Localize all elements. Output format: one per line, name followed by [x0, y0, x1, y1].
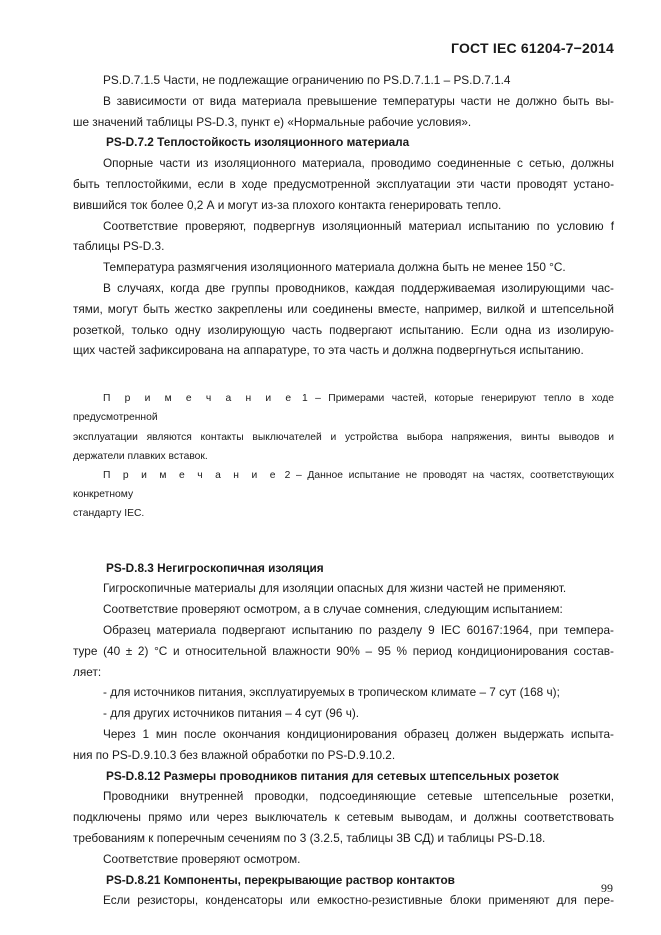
page-number: 99 [601, 881, 613, 895]
spacer [73, 524, 614, 558]
paragraph-line: - для других источников питания – 4 сут (96 ч). [103, 706, 360, 721]
paragraph-line: Гигроскопичные материалы для изоляции опасных для жизни частей не применяют. [103, 581, 567, 596]
paragraph-line: Образец материала подвергают испытанию по разделу 9 IEC 60167:1964, при темпера- [103, 622, 614, 637]
note-text: 2 – Данное испытание не проводят на частях, соответствующих конкретному [73, 469, 614, 501]
note-text: эксплуатации являются контакты выключателей и устройства выбора напряжения, винты выводов и [73, 431, 614, 443]
paragraph-line: В зависимости от вида материала превышение температуры части не должно быть вы- [103, 93, 614, 108]
note-line [73, 466, 614, 504]
paragraph-line: - для источников питания, эксплуатируемых в тропическом климате – 7 сут (168 ч); [103, 685, 560, 700]
note-text: держатели плавких вставок. [73, 450, 208, 462]
note-text: 1 – Примерами частей, которые генерируют тепло в ходе предусмотренной [73, 393, 614, 424]
paragraph-line: тями, могут быть жестко закреплены или соединены вместе, например, вилкой и штепсельной [73, 301, 614, 316]
paragraph-line: вившийся ток более 0,2 А и могут из-за плохого контакта генерировать тепло. [73, 197, 502, 212]
paragraph-line: таблицы PS-D.3. [73, 239, 165, 254]
paragraph-line: PS.D.7.1.5 Части, не подлежащие ограничению по PS.D.7.1.1 – PS.D.7.1.4 [103, 73, 511, 87]
paragraph-line: ше значений таблицы PS-D.3, пункт е) «Нормальные рабочие условия». [73, 114, 472, 129]
paragraph-line: Температура размягчения изоляционного материала должна быть не менее 150 °С. [103, 260, 566, 275]
document-header: ГОСТ IEC 61204-7−2014 [451, 40, 614, 56]
note-line [73, 504, 614, 523]
paragraph-line: ния по PS-D.9.10.3 без влажной обработки по PS-D.9.10.2. [73, 747, 396, 762]
note-label: П р и м е ч а н и е [103, 393, 295, 405]
paragraph-line: подключены прямо или через выключатель к сетевым выводам, и должны соответствовать [73, 810, 614, 825]
section-heading: PS-D.7.2 Теплостойкость изоляционного материала [106, 135, 410, 150]
paragraph-line: Соответствие проверяют, подвергнув изоляционный материал испытанию по условию f [103, 218, 614, 233]
note-line [73, 447, 614, 466]
note-line [73, 428, 614, 447]
spacer [73, 361, 614, 389]
paragraph-line: Через 1 мин после окончания кондиционирования образец должен выдержать испыта- [103, 726, 614, 741]
section-heading: PS-D.8.3 Негигроскопичная изоляция [106, 560, 324, 575]
paragraph-line: В случаях, когда две группы проводников, каждая поддерживаемая изолирующими час- [103, 280, 614, 295]
paragraph-line: ляет: [73, 664, 102, 679]
paragraph-line: Соответствие проверяют осмотром, а в случае сомнения, следующим испытанием: [103, 602, 563, 617]
section-heading: PS-D.8.21 Компоненты, перекрывающие раствор контактов [106, 872, 455, 887]
paragraph-line: розеткой, только одну изолирующую часть подвергают испытанию. Если одна из изолирую- [73, 322, 614, 337]
paragraph-line: щих частей зафиксирована на аппаратуре, то эта часть и должна подвергнуться испытанию. [73, 343, 584, 358]
paragraph-line: туре (40 ± 2) °С и относительной влажности 90% – 95 % период кондиционирования состав- [73, 643, 614, 658]
section-heading: PS-D.8.12 Размеры проводников питания для сетевых штепсельных розеток [106, 768, 559, 783]
paragraph-line: быть теплостойкими, если в ходе предусмотренной эксплуатации эти части проводят устано- [73, 176, 614, 191]
page-body [73, 70, 614, 911]
paragraph-line: Если резисторы, конденсаторы или емкостно-резистивные блоки применяют для пере- [103, 893, 614, 908]
note-text: стандарту IEC. [73, 508, 145, 520]
paragraph-line: Проводники внутренней проводки, подсоединяющие сетевые штепсельные розетки, [103, 789, 614, 804]
paragraph-line: Соответствие проверяют осмотром. [103, 851, 301, 866]
note-line [73, 389, 614, 427]
note-label: П р и м е ч а н и е [103, 469, 279, 481]
paragraph-line: требованиям к поперечным сечениям по 3 (3.2.5, таблицы 3В СД) и таблицы PS-D.18. [73, 830, 546, 845]
paragraph-line: Опорные части из изоляционного материала, проводимо соединенные с сетью, должны [103, 156, 614, 171]
